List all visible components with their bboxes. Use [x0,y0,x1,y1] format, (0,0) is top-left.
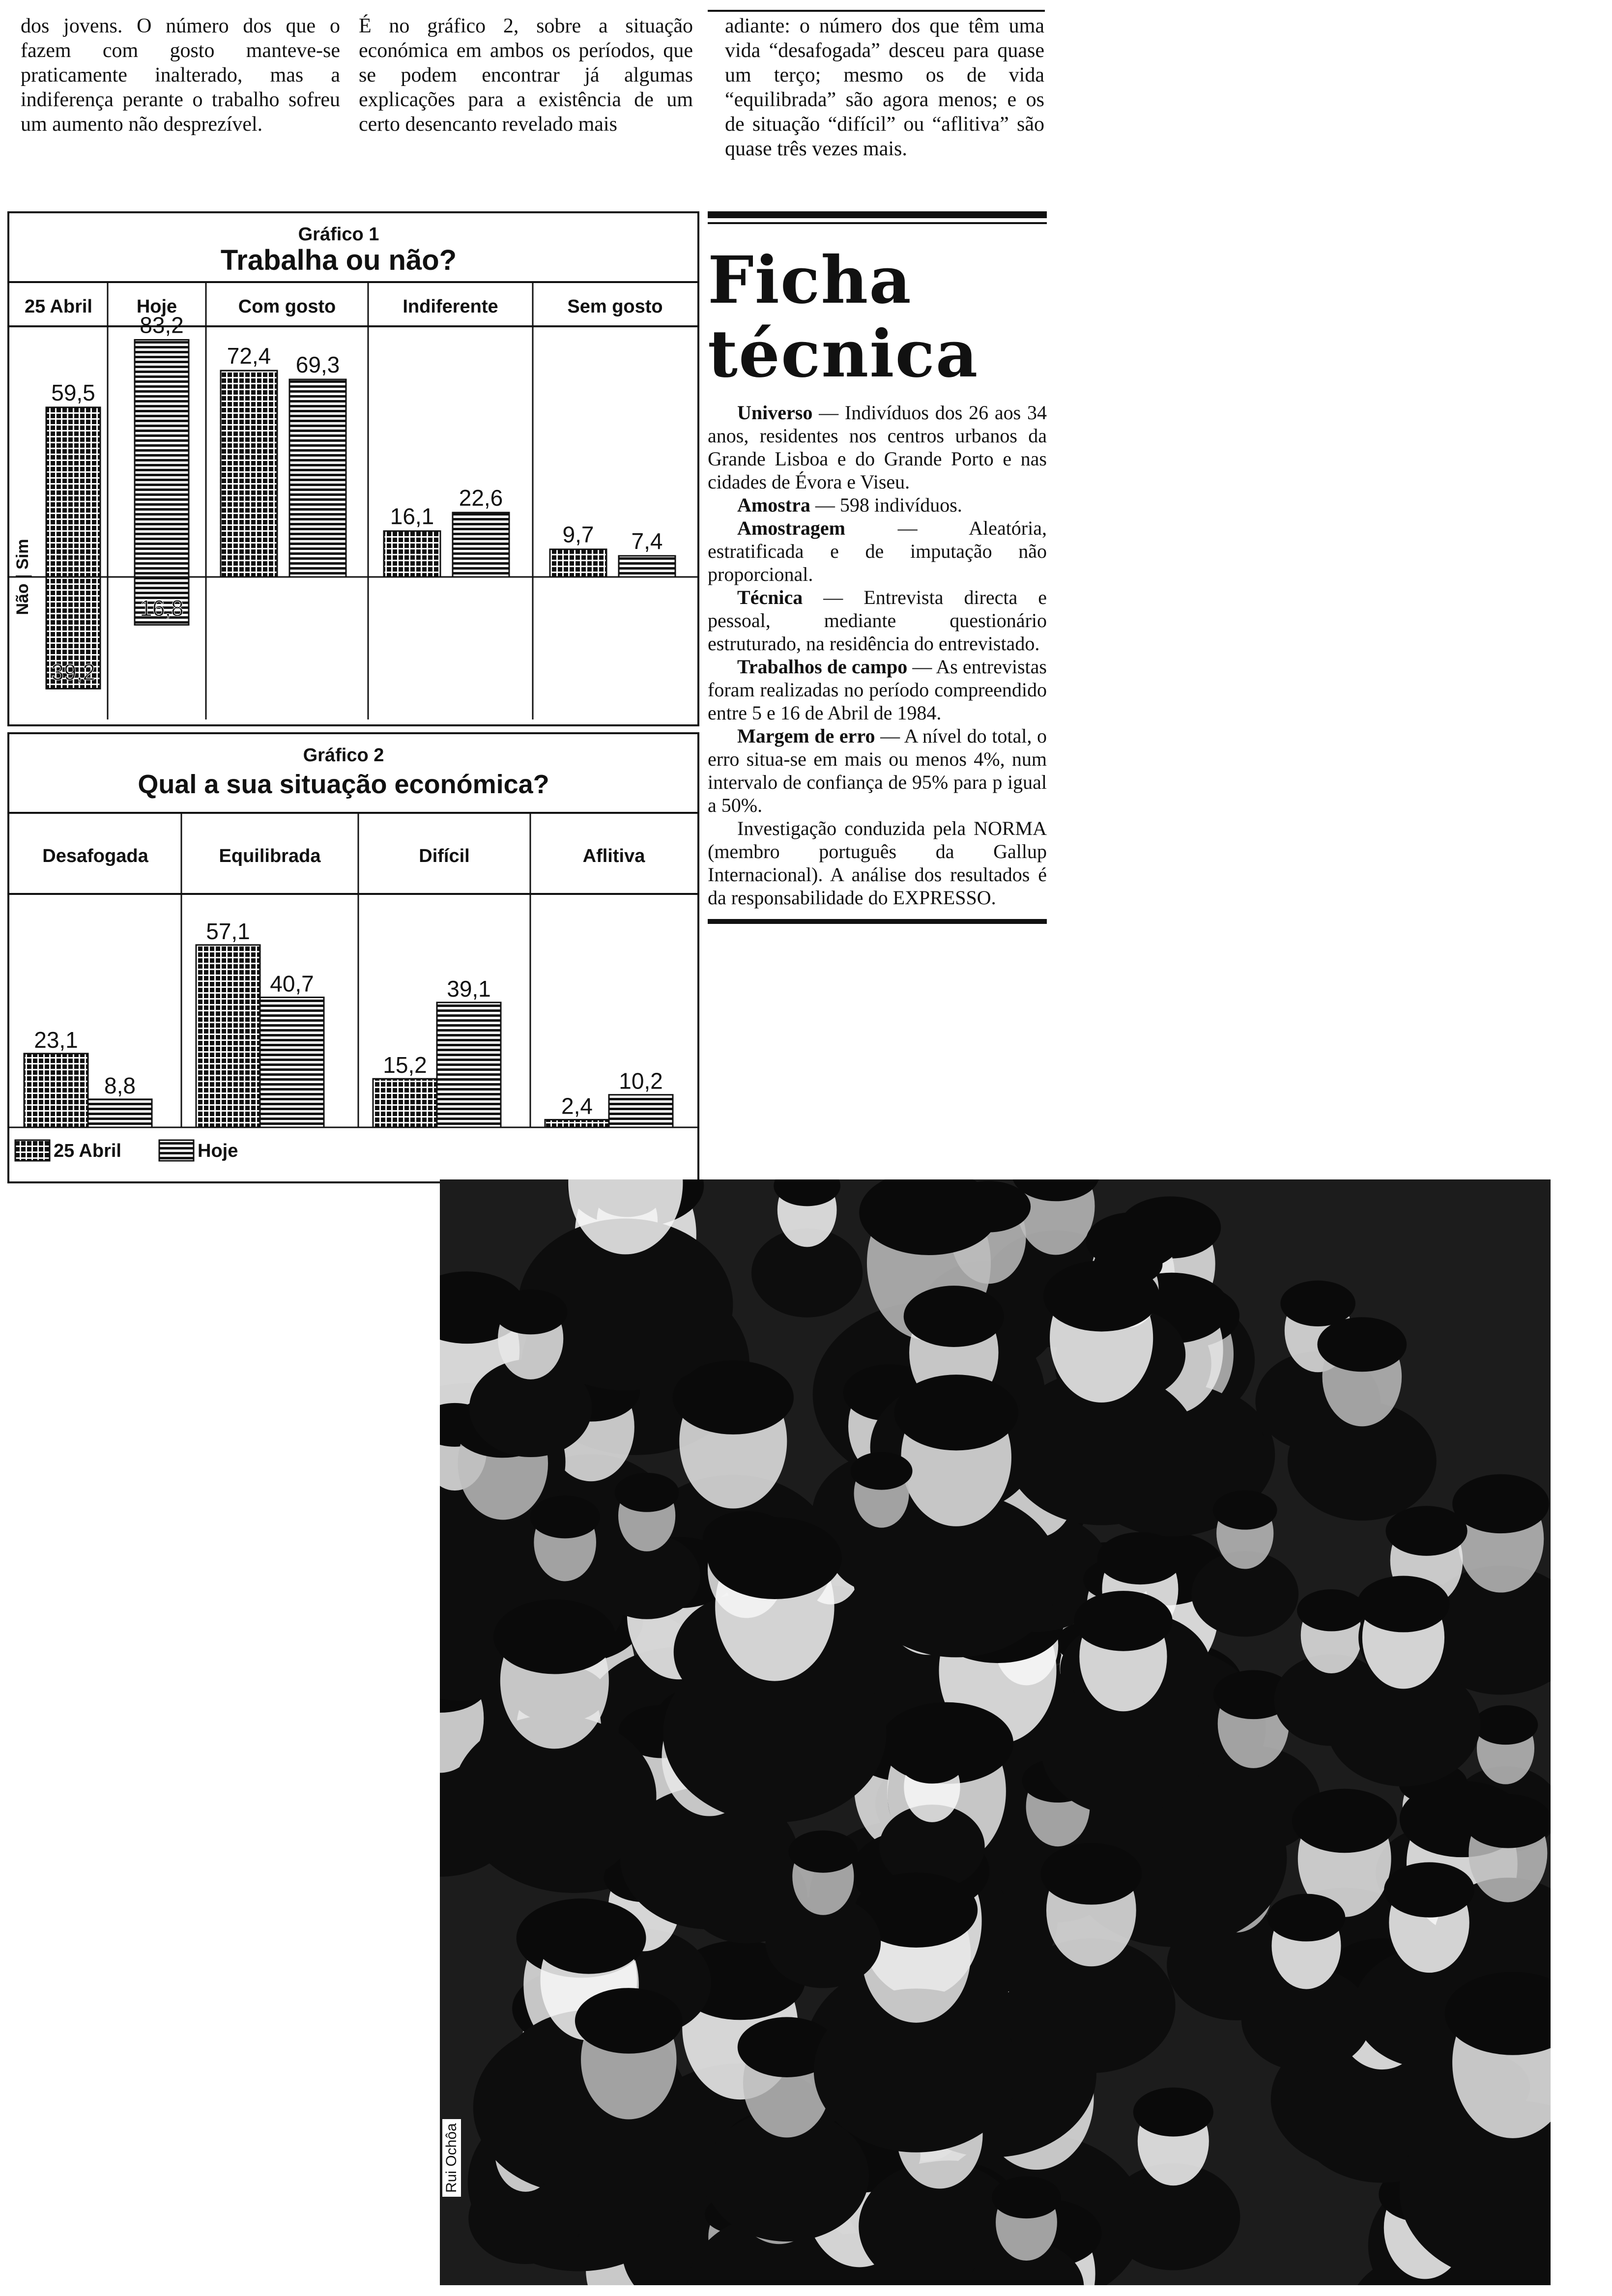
chart-2-bar [545,1119,609,1127]
crowd-hair-shape [1464,1794,1551,1848]
chart-1-column-header: Indiferente [403,296,498,317]
ficha-item [708,655,1047,724]
crowd-hair-shape [615,1473,679,1512]
article-text-3: adiante: o número dos que têm uma vida “desafogada” desceu para quase um terço; mesmo os de vida “equilibrada” são agora menos; e os de situação “difícil” ou “aflitiva” são quase três vezes mais. [725,15,1044,160]
chart-2-legend-label: 25 Abril [54,1141,121,1161]
ficha-item [708,586,1047,655]
chart-1-bar [453,513,509,577]
article-text-2: É no gráfico 2, sobre a situação económica em ambos os períodos, que se podem encontrar já algumas explicações para a existência de um certo desencanto revelado mais [359,15,693,136]
column-top-rule [708,10,1045,12]
chart-2-legend-swatch-hoje [159,1140,194,1161]
crowd-hair-shape [575,1988,683,2054]
chart-2-bar [260,997,324,1127]
crowd-hair-shape [1385,1506,1467,1556]
crowd-hair-shape [1292,1789,1397,1853]
crowd-hair-shape [992,2176,1061,2218]
crowd-hair-shape [1097,1532,1183,1585]
article-column-2 [359,14,693,137]
crowd-hair-shape [1452,1474,1549,1533]
crowd-hair-shape [494,1290,568,1335]
chart-1-value-label: 16,8 [140,595,184,621]
chart-1-bar-sim [46,407,100,577]
photo-credit: Rui Ochôa [442,2119,461,2197]
chart-1-svg [9,213,697,724]
crowd-hair-shape [1043,1261,1159,1331]
chart-1-value-label: 16,1 [390,503,434,529]
ficha-item [708,817,1047,909]
crowd-hair-shape [894,1375,1018,1450]
crowd-hair-shape [1213,1491,1277,1530]
chart-1-column-header: 25 Abril [25,296,92,317]
chart-1-bar [384,531,440,577]
chart-2-column-header: Equilibrada [219,846,321,866]
chart-1-value-label: 22,6 [459,485,503,511]
ficha-title-line-1: Ficha [708,242,912,318]
chart-1-yaxis-label: Não | Sim [13,539,32,615]
chart-1-value-label: 83,2 [140,312,184,338]
ficha-items [708,401,1047,909]
chart-2-value-label: 15,2 [383,1052,427,1078]
article-column-3 [725,14,1044,161]
crowd-hair-shape [530,1495,600,1538]
chart-1-panel [7,211,699,726]
ficha-item-text: — Aleatória, estratificada e de imputação não proporcional. [708,517,1047,585]
ficha-item [708,517,1047,586]
ficha-top-thin-rule [708,222,1047,224]
crowd-hair-shape [904,1286,1004,1347]
chart-2-column-header: Desafogada [42,846,148,866]
crowd-hair-shape [1297,1589,1366,1632]
chart-2-value-label: 10,2 [619,1068,663,1094]
crowd-hair-shape [1357,1576,1449,1632]
chart-2-value-label: 40,7 [270,971,314,997]
article-column-1 [21,14,340,137]
chart-1-value-label: 39,2 [51,659,95,685]
crowd-hair-shape [1317,1317,1407,1372]
chart-1-bar [289,379,346,577]
crowd-hair-shape [851,1452,913,1490]
ficha-item-text: — A nível do total, o erro situa-se em mais ou menos 4%, num intervalo de confiança de 95% para p igual a 50%. [708,725,1047,816]
chart-2-bar [437,1003,501,1127]
chart-2-label: Gráfico 2 [303,745,384,766]
chart-2-panel [7,732,699,1183]
chart-2-value-label: 2,4 [561,1093,593,1119]
chart-1-bar [550,549,606,577]
ficha-item [708,401,1047,493]
ficha-top-thick-rule [708,211,1047,218]
chart-2-value-label: 57,1 [206,918,250,944]
chart-1-column-header: Sem gosto [567,296,663,317]
chart-2-svg [9,734,697,1181]
chart-1-value-label: 7,4 [631,528,663,554]
chart-2-bar [88,1099,152,1127]
chart-2-column-header: Aflitiva [582,846,645,866]
ficha-tecnica-box [708,211,1047,924]
chart-1-column-header: Hoje [136,296,177,317]
chart-2-legend-label: Hoje [198,1141,238,1161]
chart-1-bar [619,556,675,577]
chart-1-bar-sim [135,340,189,577]
ficha-item-text: — As entrevistas foram realizadas no período compreendido entre 5 e 16 de Abril de 1984. [708,656,1047,724]
crowd-hair-shape [1133,2088,1213,2137]
crowd-photo-icon [440,1179,1551,2285]
crowd-hair-shape [1267,1894,1346,1942]
chart-2-value-label: 23,1 [34,1027,78,1053]
crowd-hair-shape [534,1907,643,1974]
chart-1-label: Gráfico 1 [298,224,379,245]
ficha-item-text: — 598 indivíduos. [810,494,962,516]
chart-1-value-label: 72,4 [227,343,271,369]
ficha-bottom-rule [708,919,1047,924]
chart-1-column-header: Com gosto [238,296,336,317]
chart-1-value-label: 59,5 [51,379,95,405]
ficha-item-text: Investigação conduzida pela NORMA (membro português da Gallup Internacional). A análise dos resultados é da responsabilidade do EXPRESSO. [708,817,1047,909]
chart-2-value-label: 39,1 [447,976,491,1002]
ficha-item-label: Universo [737,402,813,424]
chart-2-bar [24,1054,88,1127]
chart-1-value-label: 69,3 [295,352,340,378]
crowd-photo [440,1179,1551,2285]
crowd-hair-shape [900,1745,964,1784]
ficha-title-line-2: técnica [708,316,979,392]
crowd-hair-shape [708,1517,842,1599]
ficha-item [708,493,1047,517]
ficha-item [708,724,1047,817]
chart-2-value-label: 8,8 [104,1072,136,1098]
crowd-hair-shape [1041,1843,1142,1905]
crowd-hair-shape [493,1599,616,1674]
chart-2-column-header: Difícil [419,846,470,866]
ficha-item-label: Trabalhos de campo [737,656,908,678]
ficha-item-label: Amostragem [737,517,845,539]
ficha-item-label: Margem de erro [737,725,875,747]
ficha-item-label: Amostra [737,494,810,516]
chart-1-bar [221,371,277,577]
crowd-hair-shape [1384,1862,1474,1917]
crowd-hair-shape [788,1831,858,1873]
chart-2-bar [609,1095,673,1127]
article-text-1: dos jovens. O número dos que o fazem com gosto manteve-se praticamente inalterado, mas a indiferença perante o trabalho sofreu um aumento não desprezível. [21,15,340,136]
ficha-item-label: Técnica [737,586,803,608]
chart-2-bar [196,945,260,1127]
crowd-hair-shape [1473,1705,1538,1745]
chart-1-value-label: 9,7 [562,521,594,547]
chart-1-title: Trabalha ou não? [220,244,457,276]
crowd-hair-shape [1074,1591,1173,1651]
chart-2-legend-swatch-25-abril [15,1140,50,1161]
ficha-item-text: — Indivíduos dos 26 aos 34 anos, residentes nos centros urbanos da Grande Lisboa e do Grande Porto e nas cidades de Évora e Viseu. [708,402,1047,493]
chart-2-bar [373,1079,437,1127]
chart-2-title: Qual a sua situação económica? [138,770,549,799]
ficha-item-text: — Entrevista directa e pessoal, mediante questionário estruturado, na residência do entrevistado. [708,586,1047,655]
